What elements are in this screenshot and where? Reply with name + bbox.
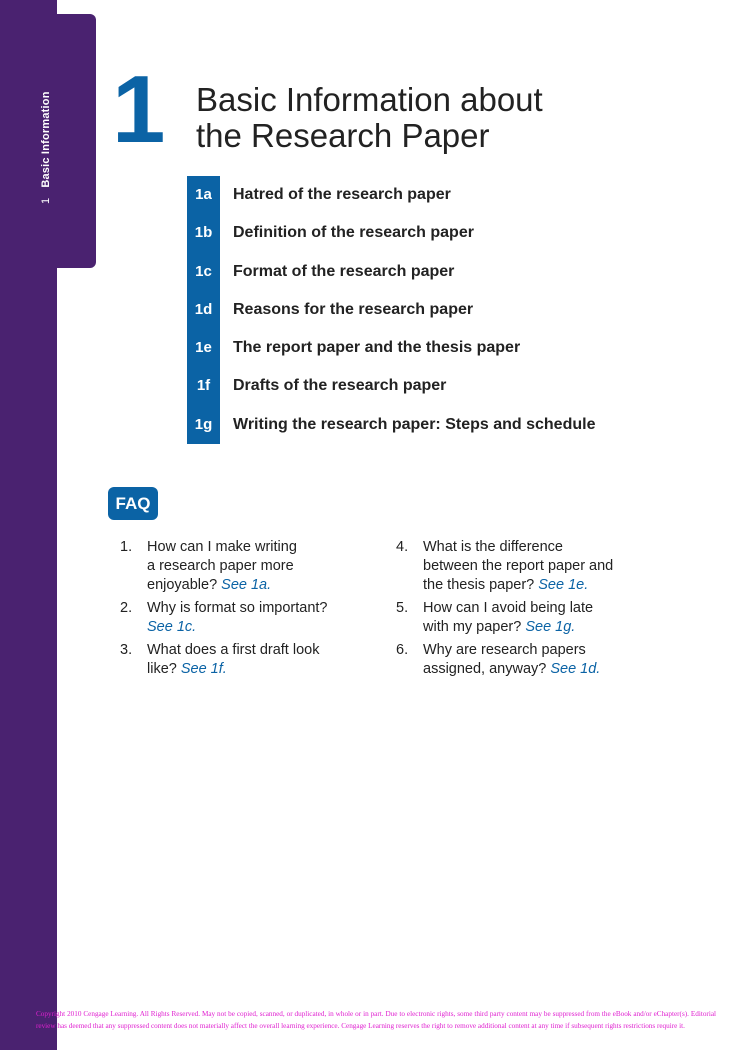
toc-title: Definition of the research paper — [233, 224, 474, 242]
faq-number: 3. — [120, 642, 133, 658]
toc-code: 1b — [187, 214, 220, 252]
faq-item — [388, 599, 648, 637]
copyright-notice: Copyright 2010 Cengage Learning. All Rights Reserved. May not be copied, scanned, or duplicated, in whole or in part. Due to electronic rights, some third party content may be suppressed from the eBook and/or eChapter(s). Editorial review has deemed that any suppressed content does not materially affect the overall learning experience. Cengage Learning reserves the right to remove additional content at any time if subsequent rights restrictions require it. — [36, 1010, 716, 1030]
toc-code: 1a — [187, 176, 220, 214]
faq-see-link[interactable]: See 1g. — [525, 619, 576, 635]
faq-question-line: What is the difference — [423, 539, 563, 555]
faq-item — [388, 538, 648, 595]
toc-code: 1c — [187, 253, 220, 291]
faq-number: 6. — [396, 642, 409, 658]
chapter-tab-number: 1 — [40, 197, 52, 204]
faq-question-line: enjoyable? — [147, 577, 218, 593]
toc-title: Writing the research paper: Steps and schedule — [233, 415, 596, 433]
toc-code: 1f — [187, 367, 220, 405]
faq-question-line: assigned, anyway? — [423, 661, 547, 677]
faq-see-link[interactable]: See 1a. — [221, 577, 272, 593]
faq-column-left — [112, 538, 362, 683]
faq-question-line: a research paper more — [147, 558, 294, 574]
faq-number: 5. — [396, 600, 409, 616]
faq-see-link[interactable]: See 1d. — [550, 661, 601, 677]
chapter-tab — [0, 14, 96, 268]
faq-question-line: between the report paper and — [423, 558, 614, 574]
faq-question-line: What does a first draft look — [147, 642, 320, 658]
faq-question-line: How can I avoid being late — [423, 600, 594, 616]
faq-question-line: Why are research papers — [423, 642, 586, 658]
toc-title: Drafts of the research paper — [233, 377, 447, 395]
chapter-title-line-1: Basic Information about — [196, 81, 543, 118]
faq-number: 1. — [120, 539, 133, 555]
faq-item — [388, 641, 648, 679]
faq-see-link[interactable]: See 1e. — [538, 577, 589, 593]
chapter-tab-text: Basic Information — [40, 91, 52, 188]
chapter-title — [196, 82, 656, 154]
faq-item — [112, 599, 362, 637]
faq-item — [112, 538, 362, 595]
toc-code: 1g — [187, 406, 220, 444]
toc-code: 1d — [187, 291, 220, 329]
faq-see-link[interactable]: See 1f. — [180, 661, 227, 677]
faq-question-line: Why is format so important? — [147, 600, 328, 616]
faq-question-line: the thesis paper? — [423, 577, 535, 593]
faq-question-line: How can I make writing — [147, 539, 297, 555]
faq-column-right — [388, 538, 648, 683]
chapter-number: 1 — [112, 56, 162, 163]
faq-badge: FAQ — [108, 487, 158, 520]
faq-number: 4. — [396, 539, 409, 555]
faq-item — [112, 641, 362, 679]
chapter-title-line-2: the Research Paper — [196, 117, 490, 154]
toc-code: 1e — [187, 329, 220, 367]
toc-title: Format of the research paper — [233, 262, 455, 280]
toc-title: Reasons for the research paper — [233, 300, 474, 318]
toc-title: The report paper and the thesis paper — [233, 339, 521, 357]
toc-title: Hatred of the research paper — [233, 186, 451, 203]
chapter-tab-label — [40, 91, 52, 204]
faq-question-line: like? — [147, 661, 177, 677]
faq-question-line: with my paper? — [423, 619, 522, 635]
faq-see-link[interactable]: See 1c. — [147, 619, 197, 635]
faq-number: 2. — [120, 600, 133, 616]
